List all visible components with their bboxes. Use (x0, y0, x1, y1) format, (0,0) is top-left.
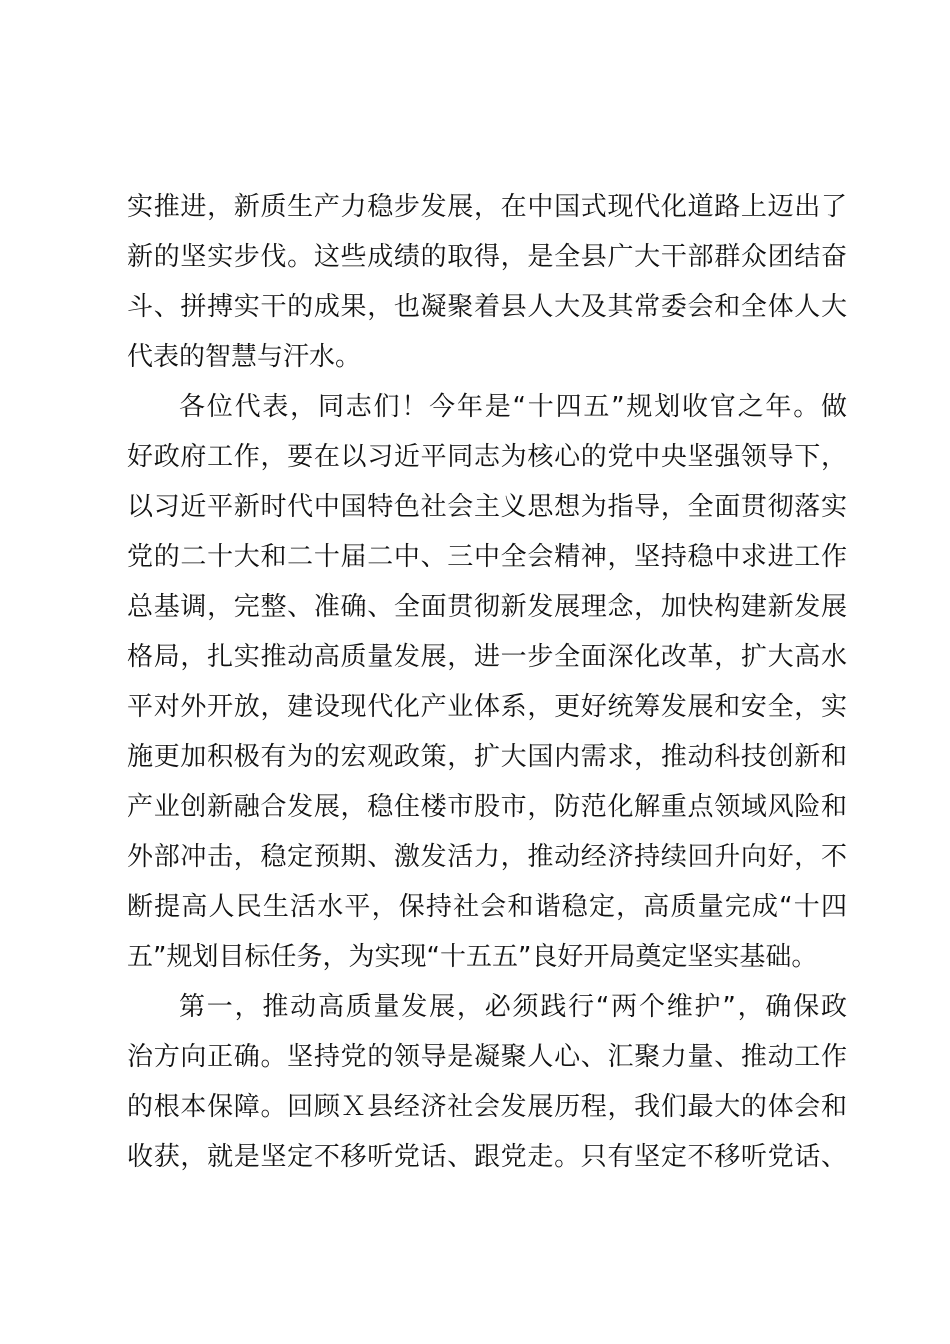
text-line: 施更加积极有为的宏观政策，扩大国内需求，推动科技创新和 (127, 742, 847, 772)
text-line: 断提高人民生活水平，保持社会和谐稳定，高质量完成“十四 (127, 892, 847, 922)
paragraph-achievements (127, 182, 847, 382)
text-line: 第一，推动高质量发展，必须践行“两个维护”，确保政 (179, 992, 847, 1022)
text-line: 党的二十大和二十届二中、三中全会精神，坚持稳中求进工作 (127, 542, 847, 572)
text-line: 产业创新融合发展，稳住楼市股市，防范化解重点领域风险和 (127, 792, 847, 822)
text-line: 斗、拼搏实干的成果，也凝聚着县人大及其常委会和全体人大 (127, 292, 847, 322)
text-line: 格局，扎实推动高质量发展，进一步全面深化改革，扩大高水 (127, 642, 847, 672)
text-line: 代表的智慧与汗水。 (127, 342, 362, 372)
text-line: 的根本保障。回顾Ｘ县经济社会发展历程，我们最大的体会和 (127, 1092, 847, 1122)
text-line: 五”规划目标任务，为实现“十五五”良好开局奠定坚实基础。 (127, 942, 818, 972)
text-line: 外部冲击，稳定预期、激发活力，推动经济持续回升向好，不 (127, 842, 847, 872)
text-line: 新的坚实步伐。这些成绩的取得，是全县广大干部群众团结奋 (127, 242, 847, 272)
text-line: 平对外开放，建设现代化产业体系，更好统筹发展和安全，实 (127, 692, 847, 722)
body-text (127, 182, 847, 1182)
paragraph-work-plan (127, 382, 847, 982)
text-line: 收获，就是坚定不移听党话、跟党走。只有坚定不移听党话、 (127, 1142, 847, 1172)
text-line: 治方向正确。坚持党的领导是凝聚人心、汇聚力量、推动工作 (127, 1042, 847, 1072)
text-line: 各位代表，同志们！今年是“十四五”规划收官之年。做 (179, 392, 847, 422)
text-line: 总基调，完整、准确、全面贯彻新发展理念，加快构建新发展 (127, 592, 847, 622)
paragraph-first-point (127, 982, 847, 1182)
text-line: 以习近平新时代中国特色社会主义思想为指导，全面贯彻落实 (127, 492, 847, 522)
text-line: 好政府工作，要在以习近平同志为核心的党中央坚强领导下， (127, 442, 847, 472)
text-line: 实推进，新质生产力稳步发展，在中国式现代化道路上迈出了 (127, 192, 847, 222)
